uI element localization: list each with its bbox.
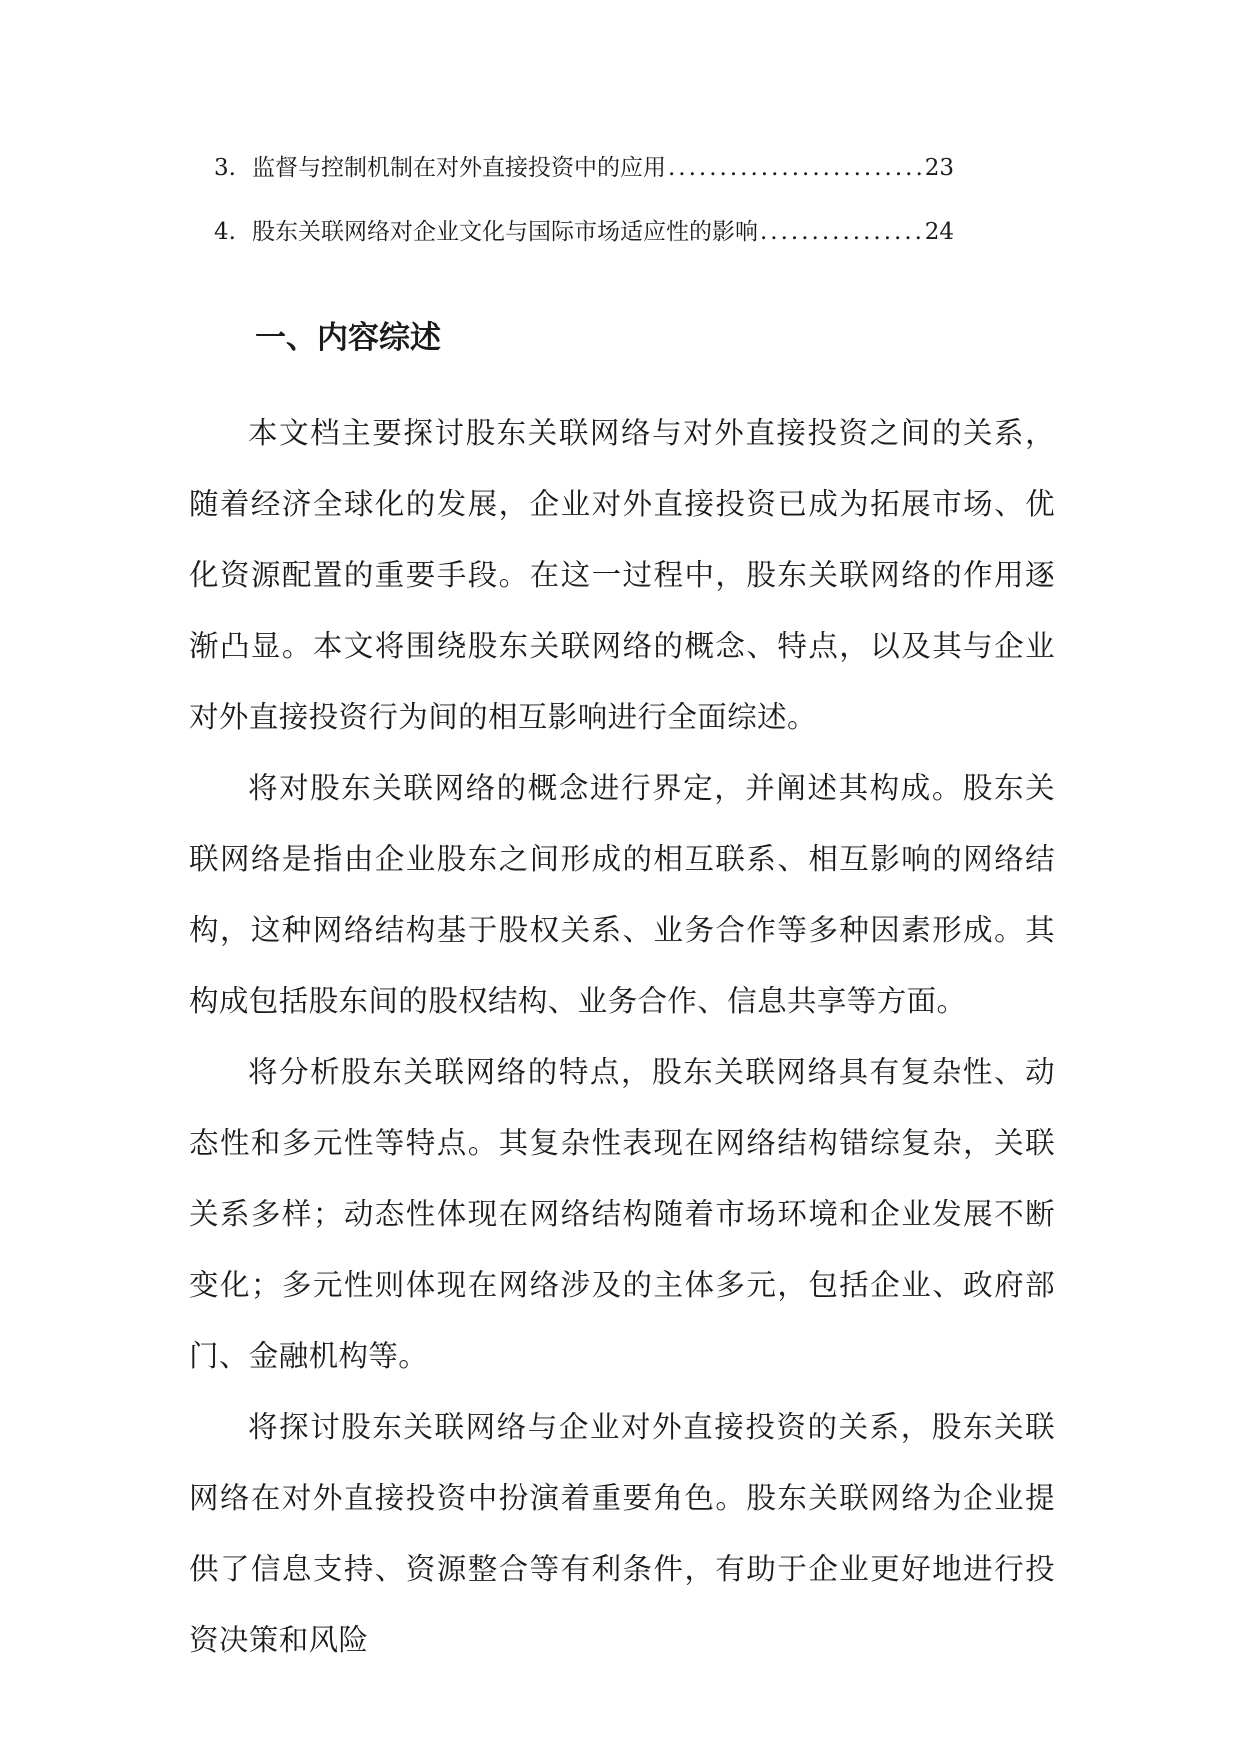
toc-leader-dots (760, 214, 923, 250)
paragraph: 将对股东关联网络的概念进行界定，并阐述其构成。股东关联网络是指由企业股东之间形成的相互联系、相互影响的网络结构，这种网络结构基于股权关系、业务合作等多种因素形成。其构成包括股东间的股权结构、业务合作、信息共享等方面。 (189, 771, 1055, 1018)
toc-entry[interactable] (214, 150, 954, 214)
table-of-contents (214, 150, 954, 278)
toc-entry-page: 24 (924, 219, 954, 245)
paragraph: 将探讨股东关联网络与企业对外直接投资的关系，股东关联网络在对外直接投资中扮演着重要角色。股东关联网络为企业提供了信息支持、资源整合等有利条件，有助于企业更好地进行投资决策和风险 (189, 1410, 1055, 1657)
toc-entry-number: 3. (214, 155, 236, 181)
section-heading: 一、内容综述 (255, 320, 441, 356)
toc-leader-dots (668, 150, 923, 186)
paragraph: 本文档主要探讨股东关联网络与对外直接投资之间的关系，随着经济全球化的发展，企业对外直接投资已成为拓展市场、优化资源配置的重要手段。在这一过程中，股东关联网络的作用逐渐凸显。本文将围绕股东关联网络的概念、特点，以及其与企业对外直接投资行为间的相互影响进行全面综述。 (189, 416, 1055, 734)
toc-entry-number: 4. (214, 219, 236, 245)
toc-entry-page: 23 (924, 155, 954, 181)
paragraph: 将分析股东关联网络的特点，股东关联网络具有复杂性、动态性和多元性等特点。其复杂性表现在网络结构错综复杂，关联关系多样；动态性体现在网络结构随着市场环境和企业发展不断变化；多元性则体现在网络涉及的主体多元，包括企业、政府部门、金融机构等。 (189, 1055, 1055, 1373)
section-body (189, 398, 1055, 1676)
toc-entry[interactable] (214, 214, 954, 278)
toc-entry-title: 监督与控制机制在对外直接投资中的应用 (252, 155, 666, 181)
toc-entry-title: 股东关联网络对企业文化与国际市场适应性的影响 (252, 219, 758, 245)
